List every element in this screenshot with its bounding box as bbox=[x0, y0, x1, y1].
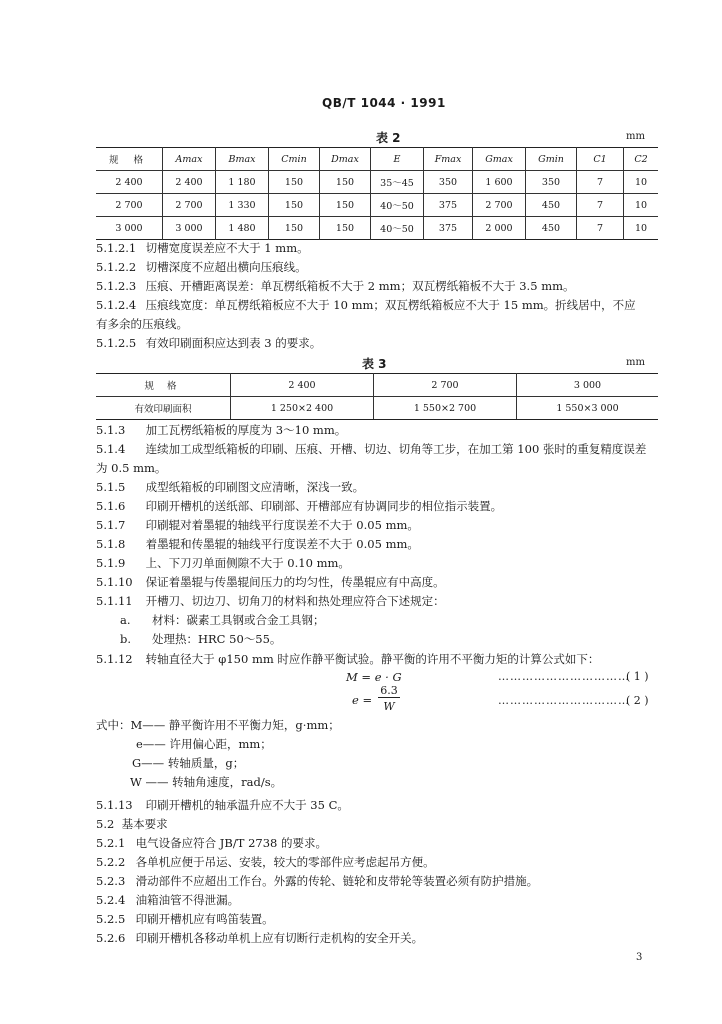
clause-number: 5.1.12 bbox=[96, 652, 133, 666]
table2-header-cell: Fmax bbox=[424, 148, 473, 171]
table2-header-cell: C1 bbox=[577, 148, 624, 171]
formula-1: M = e · G bbox=[346, 670, 402, 684]
table2-cell: 35～45 bbox=[371, 171, 424, 194]
clause-text: 有效印刷面积应达到表 3 的要求。 bbox=[145, 336, 322, 350]
table2-header-cell: Bmax bbox=[216, 148, 269, 171]
table2-cell: 10 bbox=[624, 194, 659, 217]
clause-number: 5.1.7 bbox=[96, 518, 126, 532]
clause-text: 印刷开槽机的送纸部、印刷部、开槽部应有协调同步的相位指示装置。 bbox=[145, 499, 503, 513]
clause-line bbox=[96, 873, 538, 889]
table2-header-cell: Gmax bbox=[473, 148, 526, 171]
clause-text: 油箱油管不得泄漏。 bbox=[135, 893, 240, 907]
clause-line bbox=[96, 911, 274, 927]
table2 bbox=[96, 147, 658, 240]
clause-line bbox=[96, 259, 307, 275]
clause-line bbox=[96, 892, 239, 908]
clause-text: 印刷开槽机应有鸣笛装置。 bbox=[135, 912, 274, 926]
clause-number: 5.1.3 bbox=[96, 423, 126, 437]
clause-text: 转轴直径大于 φ150 mm 时应作静平衡试验。静平衡的许用不平衡力矩的计算公式如下： bbox=[145, 652, 600, 666]
table2-header-cell: Amax bbox=[163, 148, 216, 171]
clause-number: 5.1.5 bbox=[96, 480, 126, 494]
table2-cell: 1 330 bbox=[216, 194, 269, 217]
clause-number: 5.2.6 bbox=[96, 931, 126, 945]
table2-cell: 150 bbox=[269, 217, 320, 240]
clause-text: 切槽宽度误差应不大于 1 mm。 bbox=[145, 241, 309, 255]
table2-header-cell: Dmax bbox=[320, 148, 371, 171]
page-number: 3 bbox=[636, 952, 643, 963]
table-row bbox=[96, 194, 658, 217]
formula-1-number: ( 1 ) bbox=[626, 670, 649, 683]
clause-text: 为 0.5 mm。 bbox=[96, 461, 167, 475]
table2-cell: 40～50 bbox=[371, 194, 424, 217]
table2-cell: 450 bbox=[526, 217, 577, 240]
table-row bbox=[96, 397, 658, 420]
clause-line bbox=[96, 593, 445, 609]
clause-text: 开槽刀、切边刀、切角刀的材料和热处理应符合下述规定： bbox=[145, 594, 445, 608]
table2-cell: 2 700 bbox=[163, 194, 216, 217]
list-item-text: 材料：碳素工具钢或合金工具钢； bbox=[152, 613, 325, 627]
clause-text: 印刷开槽机各移动单机上应有切断行走机构的安全开关。 bbox=[135, 931, 424, 945]
table2-cell: 7 bbox=[577, 194, 624, 217]
clause-text: 连续加工成型纸箱板的印刷、压痕、开槽、切边、切角等工步，在加工第 100 张时的重复精度误差 bbox=[145, 442, 647, 456]
table3-cell: 1 250×2 400 bbox=[231, 397, 374, 420]
table3-cell: 1 550×3 000 bbox=[517, 397, 659, 420]
where-item: G—— 转轴质量，g； bbox=[132, 756, 245, 770]
table3-cell: 有效印刷面积 bbox=[96, 397, 231, 420]
clause-text: 加工瓦楞纸箱板的厚度为 3～10 mm。 bbox=[145, 423, 347, 437]
table2-caption: 表 2 bbox=[376, 131, 401, 145]
table2-cell: 1 480 bbox=[216, 217, 269, 240]
formula-2-number: ( 2 ) bbox=[626, 694, 649, 707]
table2-cell: 375 bbox=[424, 194, 473, 217]
clause-number: 5.2.4 bbox=[96, 893, 126, 907]
table3-unit: mm bbox=[626, 357, 645, 368]
clause-number: 5.1.2.4 bbox=[96, 298, 137, 312]
table2-cell: 150 bbox=[320, 194, 371, 217]
formula-2-numerator: 6.3 bbox=[378, 684, 400, 698]
clause-continuation bbox=[96, 316, 188, 332]
table2-cell: 450 bbox=[526, 194, 577, 217]
clause-number: 5.1.2.3 bbox=[96, 279, 137, 293]
clause-number: 5.1.2.1 bbox=[96, 241, 137, 255]
clause-number: 5.1.6 bbox=[96, 499, 126, 513]
table-row bbox=[96, 171, 658, 194]
table2-header-cell: 规 格 bbox=[108, 155, 150, 166]
table2-cell: 2 700 bbox=[473, 194, 526, 217]
table2-cell: 150 bbox=[320, 217, 371, 240]
clause-line bbox=[96, 835, 327, 851]
formula-2-leader: …………………………… bbox=[498, 694, 630, 707]
table2-cell: 2 000 bbox=[473, 217, 526, 240]
clause-line bbox=[96, 797, 349, 813]
clause-text: 保证着墨辊与传墨辊间压力的均匀性，传墨辊应有中高度。 bbox=[145, 575, 445, 589]
table2-cell: 10 bbox=[624, 217, 659, 240]
clause-number: 5.1.10 bbox=[96, 575, 133, 589]
table3-cell: 规 格 bbox=[96, 374, 231, 397]
clause-text: 成型纸箱板的印刷图文应清晰，深浅一致。 bbox=[145, 480, 365, 494]
clause-number: 5.2.3 bbox=[96, 874, 126, 888]
clause-text: 上、下刀刃单面侧隙不大于 0.10 mm。 bbox=[145, 556, 350, 570]
table3-cell: 3 000 bbox=[517, 374, 659, 397]
table3-caption: 表 3 bbox=[362, 357, 387, 371]
section-heading bbox=[96, 816, 168, 832]
clause-number: 5.1.8 bbox=[96, 537, 126, 551]
table2-cell: 1 180 bbox=[216, 171, 269, 194]
clause-line bbox=[96, 854, 435, 870]
table2-cell: 3 000 bbox=[115, 222, 143, 234]
table2-header-cell: Cmin bbox=[269, 148, 320, 171]
where-item: M—— 静平衡许用不平衡力矩，g·mm； bbox=[130, 718, 340, 732]
clause-text: 印刷辊对着墨辊的轴线平行度误差不大于 0.05 mm。 bbox=[145, 518, 419, 532]
clause-line bbox=[96, 651, 599, 667]
table-row bbox=[96, 374, 658, 397]
document-header: QB/T 1044 · 1991 bbox=[322, 96, 446, 110]
clause-number: 5.1.13 bbox=[96, 798, 133, 812]
table2-cell: 1 600 bbox=[473, 171, 526, 194]
table2-cell: 7 bbox=[577, 171, 624, 194]
table2-header-cell: E bbox=[371, 148, 424, 171]
list-item-text: 处理热：HRC 50～55。 bbox=[152, 632, 282, 646]
clause-text: 压痕、开槽距离误差：单瓦楞纸箱板不大于 2 mm；双瓦楞纸箱板不大于 3.5 mm。 bbox=[145, 279, 575, 293]
clause-text: 各单机应便于吊运、安装，较大的零部件应考虑起吊方便。 bbox=[135, 855, 435, 869]
table2-cell: 150 bbox=[269, 171, 320, 194]
list-item bbox=[120, 612, 325, 628]
table2-cell: 150 bbox=[320, 171, 371, 194]
clause-text: 印刷开槽机的轴承温升应不大于 35 C。 bbox=[145, 798, 349, 812]
clause-line bbox=[96, 278, 575, 294]
table2-header-cell: C2 bbox=[624, 148, 659, 171]
table2-cell: 375 bbox=[424, 217, 473, 240]
table2-cell: 2 700 bbox=[115, 199, 143, 211]
clause-text: 着墨辊和传墨辊的轴线平行度误差不大于 0.05 mm。 bbox=[145, 537, 419, 551]
clause-line bbox=[96, 498, 502, 514]
formula-2-denominator: W bbox=[383, 700, 395, 713]
clause-text: 电气设备应符合 JB/T 2738 的要求。 bbox=[135, 836, 327, 850]
clause-text: 滑动部件不应超出工作台。外露的传轮、链轮和皮带轮等装置必须有防护措施。 bbox=[135, 874, 539, 888]
list-item bbox=[120, 631, 281, 647]
table3-cell: 2 700 bbox=[374, 374, 517, 397]
table2-header-row bbox=[96, 148, 658, 171]
clause-line bbox=[96, 517, 419, 533]
clause-line bbox=[96, 297, 636, 313]
clause-line bbox=[96, 335, 321, 351]
formula-2-lhs: e = bbox=[352, 693, 373, 707]
table2-cell: 2 400 bbox=[163, 171, 216, 194]
clause-number: 5.2.1 bbox=[96, 836, 126, 850]
clause-number: 5.1.4 bbox=[96, 442, 126, 456]
table2-cell: 2 400 bbox=[115, 176, 143, 188]
table3 bbox=[96, 373, 658, 420]
clause-text: 切槽深度不应超出横向压痕线。 bbox=[145, 260, 307, 274]
table2-cell: 7 bbox=[577, 217, 624, 240]
where-item: W —— 转轴角速度，rad/s。 bbox=[130, 775, 283, 789]
table2-cell: 40～50 bbox=[371, 217, 424, 240]
table2-cell: 10 bbox=[624, 171, 659, 194]
where-line bbox=[96, 717, 340, 733]
clause-number: 5.1.2.2 bbox=[96, 260, 137, 274]
list-item-marker: a. bbox=[120, 613, 131, 627]
clause-number: 5.1.2.5 bbox=[96, 336, 137, 350]
table2-unit: mm bbox=[626, 131, 645, 142]
clause-line bbox=[96, 441, 646, 457]
clause-line bbox=[96, 930, 423, 946]
table2-cell: 3 000 bbox=[163, 217, 216, 240]
clause-number: 5.1.9 bbox=[96, 556, 126, 570]
formula-1-leader: …………………………… bbox=[498, 670, 630, 683]
table3-cell: 2 400 bbox=[231, 374, 374, 397]
clause-line bbox=[96, 536, 419, 552]
clause-line bbox=[96, 422, 346, 438]
table2-cell: 150 bbox=[269, 194, 320, 217]
where-item: e—— 许用偏心距，mm； bbox=[136, 737, 272, 751]
clause-text: 压痕线宽度：单瓦楞纸箱板应不大于 10 mm；双瓦楞纸箱板应不大于 15 mm。折线居中，不应 bbox=[145, 298, 636, 312]
clause-text: 基本要求 bbox=[121, 817, 168, 831]
clause-number: 5.2.2 bbox=[96, 855, 126, 869]
clause-continuation bbox=[96, 460, 166, 476]
clause-number: 5.2.5 bbox=[96, 912, 126, 926]
clause-text: 有多余的压痕线。 bbox=[96, 317, 188, 331]
list-item-marker: b. bbox=[120, 632, 132, 646]
clause-line bbox=[96, 240, 309, 256]
table-row bbox=[96, 217, 658, 240]
clause-line bbox=[96, 555, 350, 571]
table2-cell: 350 bbox=[526, 171, 577, 194]
clause-line bbox=[96, 479, 364, 495]
clause-line bbox=[96, 574, 445, 590]
table2-header-cell: Gmin bbox=[526, 148, 577, 171]
clause-number: 5.2 bbox=[96, 817, 115, 831]
table2-cell: 350 bbox=[424, 171, 473, 194]
table3-cell: 1 550×2 700 bbox=[374, 397, 517, 420]
clause-number: 5.1.11 bbox=[96, 594, 133, 608]
where-lead: 式中： bbox=[96, 718, 131, 732]
